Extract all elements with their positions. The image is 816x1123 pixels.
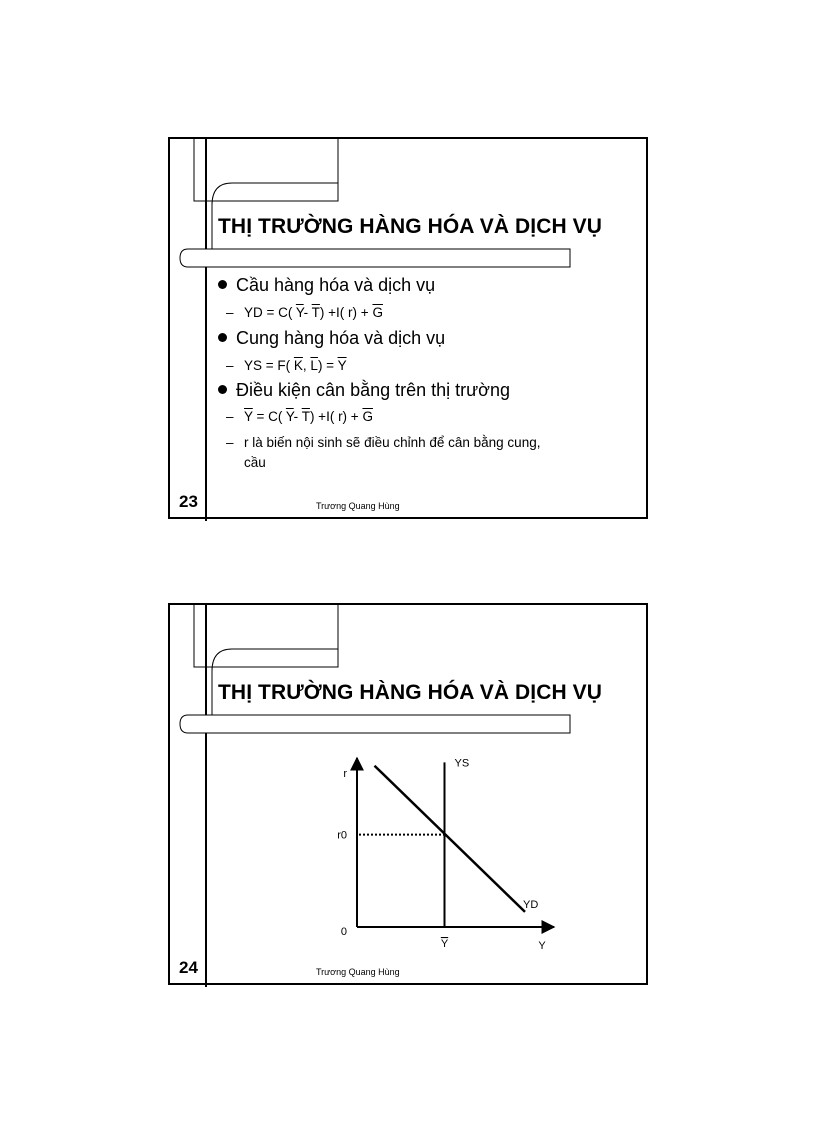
bullet-demand: Cầu hàng hóa và dịch vụ xyxy=(218,275,435,296)
yd-curve xyxy=(375,766,526,912)
slide-title: THỊ TRƯỜNG HÀNG HÓA VÀ DỊCH VỤ xyxy=(218,681,603,704)
bullet-dot-icon xyxy=(218,333,227,342)
page-number: 23 xyxy=(179,492,198,511)
equation-equilibrium: – $\overline{Y} = C$( $\overline{Y}-$ $\overline{T}) +I$( $r) + \overline{G}$ xyxy=(226,409,373,424)
x-axis-label: Y xyxy=(538,940,546,952)
slide-24 xyxy=(168,603,648,985)
y-axis-label: r xyxy=(343,768,347,780)
note-endogenous-r-cont: cầu xyxy=(244,455,266,470)
bullet-dot-icon xyxy=(218,280,227,289)
bullet-supply: Cung hàng hóa và dịch vụ xyxy=(218,328,445,349)
equilibrium-r-label: r0 xyxy=(337,829,347,842)
page-number: 24 xyxy=(179,958,198,977)
equilibrium-y-label: Y xyxy=(440,938,449,950)
note-endogenous-r: – r là biến nội sinh sẽ điều chỉnh để cân bằng cung, xyxy=(226,435,541,450)
bullet-dot-icon xyxy=(218,385,227,394)
yd-label: YD xyxy=(523,898,539,911)
bullet-equilibrium: Điều kiện cân bằng trên thị trường xyxy=(218,380,510,401)
origin-label: 0 xyxy=(340,926,347,938)
author-name: Trương Quang Hùng xyxy=(316,967,400,977)
slide-title: THỊ TRƯỜNG HÀNG HÓA VÀ DỊCH VỤ xyxy=(218,215,603,238)
goods-market-chart xyxy=(170,605,650,987)
author-name: Trương Quang Hùng xyxy=(316,501,400,511)
equation-demand: – YD = C( $\overline{Y}-$ $\overline{T}) +I$( $r) + \overline{G}$ xyxy=(226,305,383,320)
equation-supply: – YS = F( $\overline{K}$, $\overline{L}) = \overline{Y}$ xyxy=(226,358,347,373)
ys-label: YS xyxy=(454,757,470,770)
slide-23 xyxy=(168,137,648,519)
